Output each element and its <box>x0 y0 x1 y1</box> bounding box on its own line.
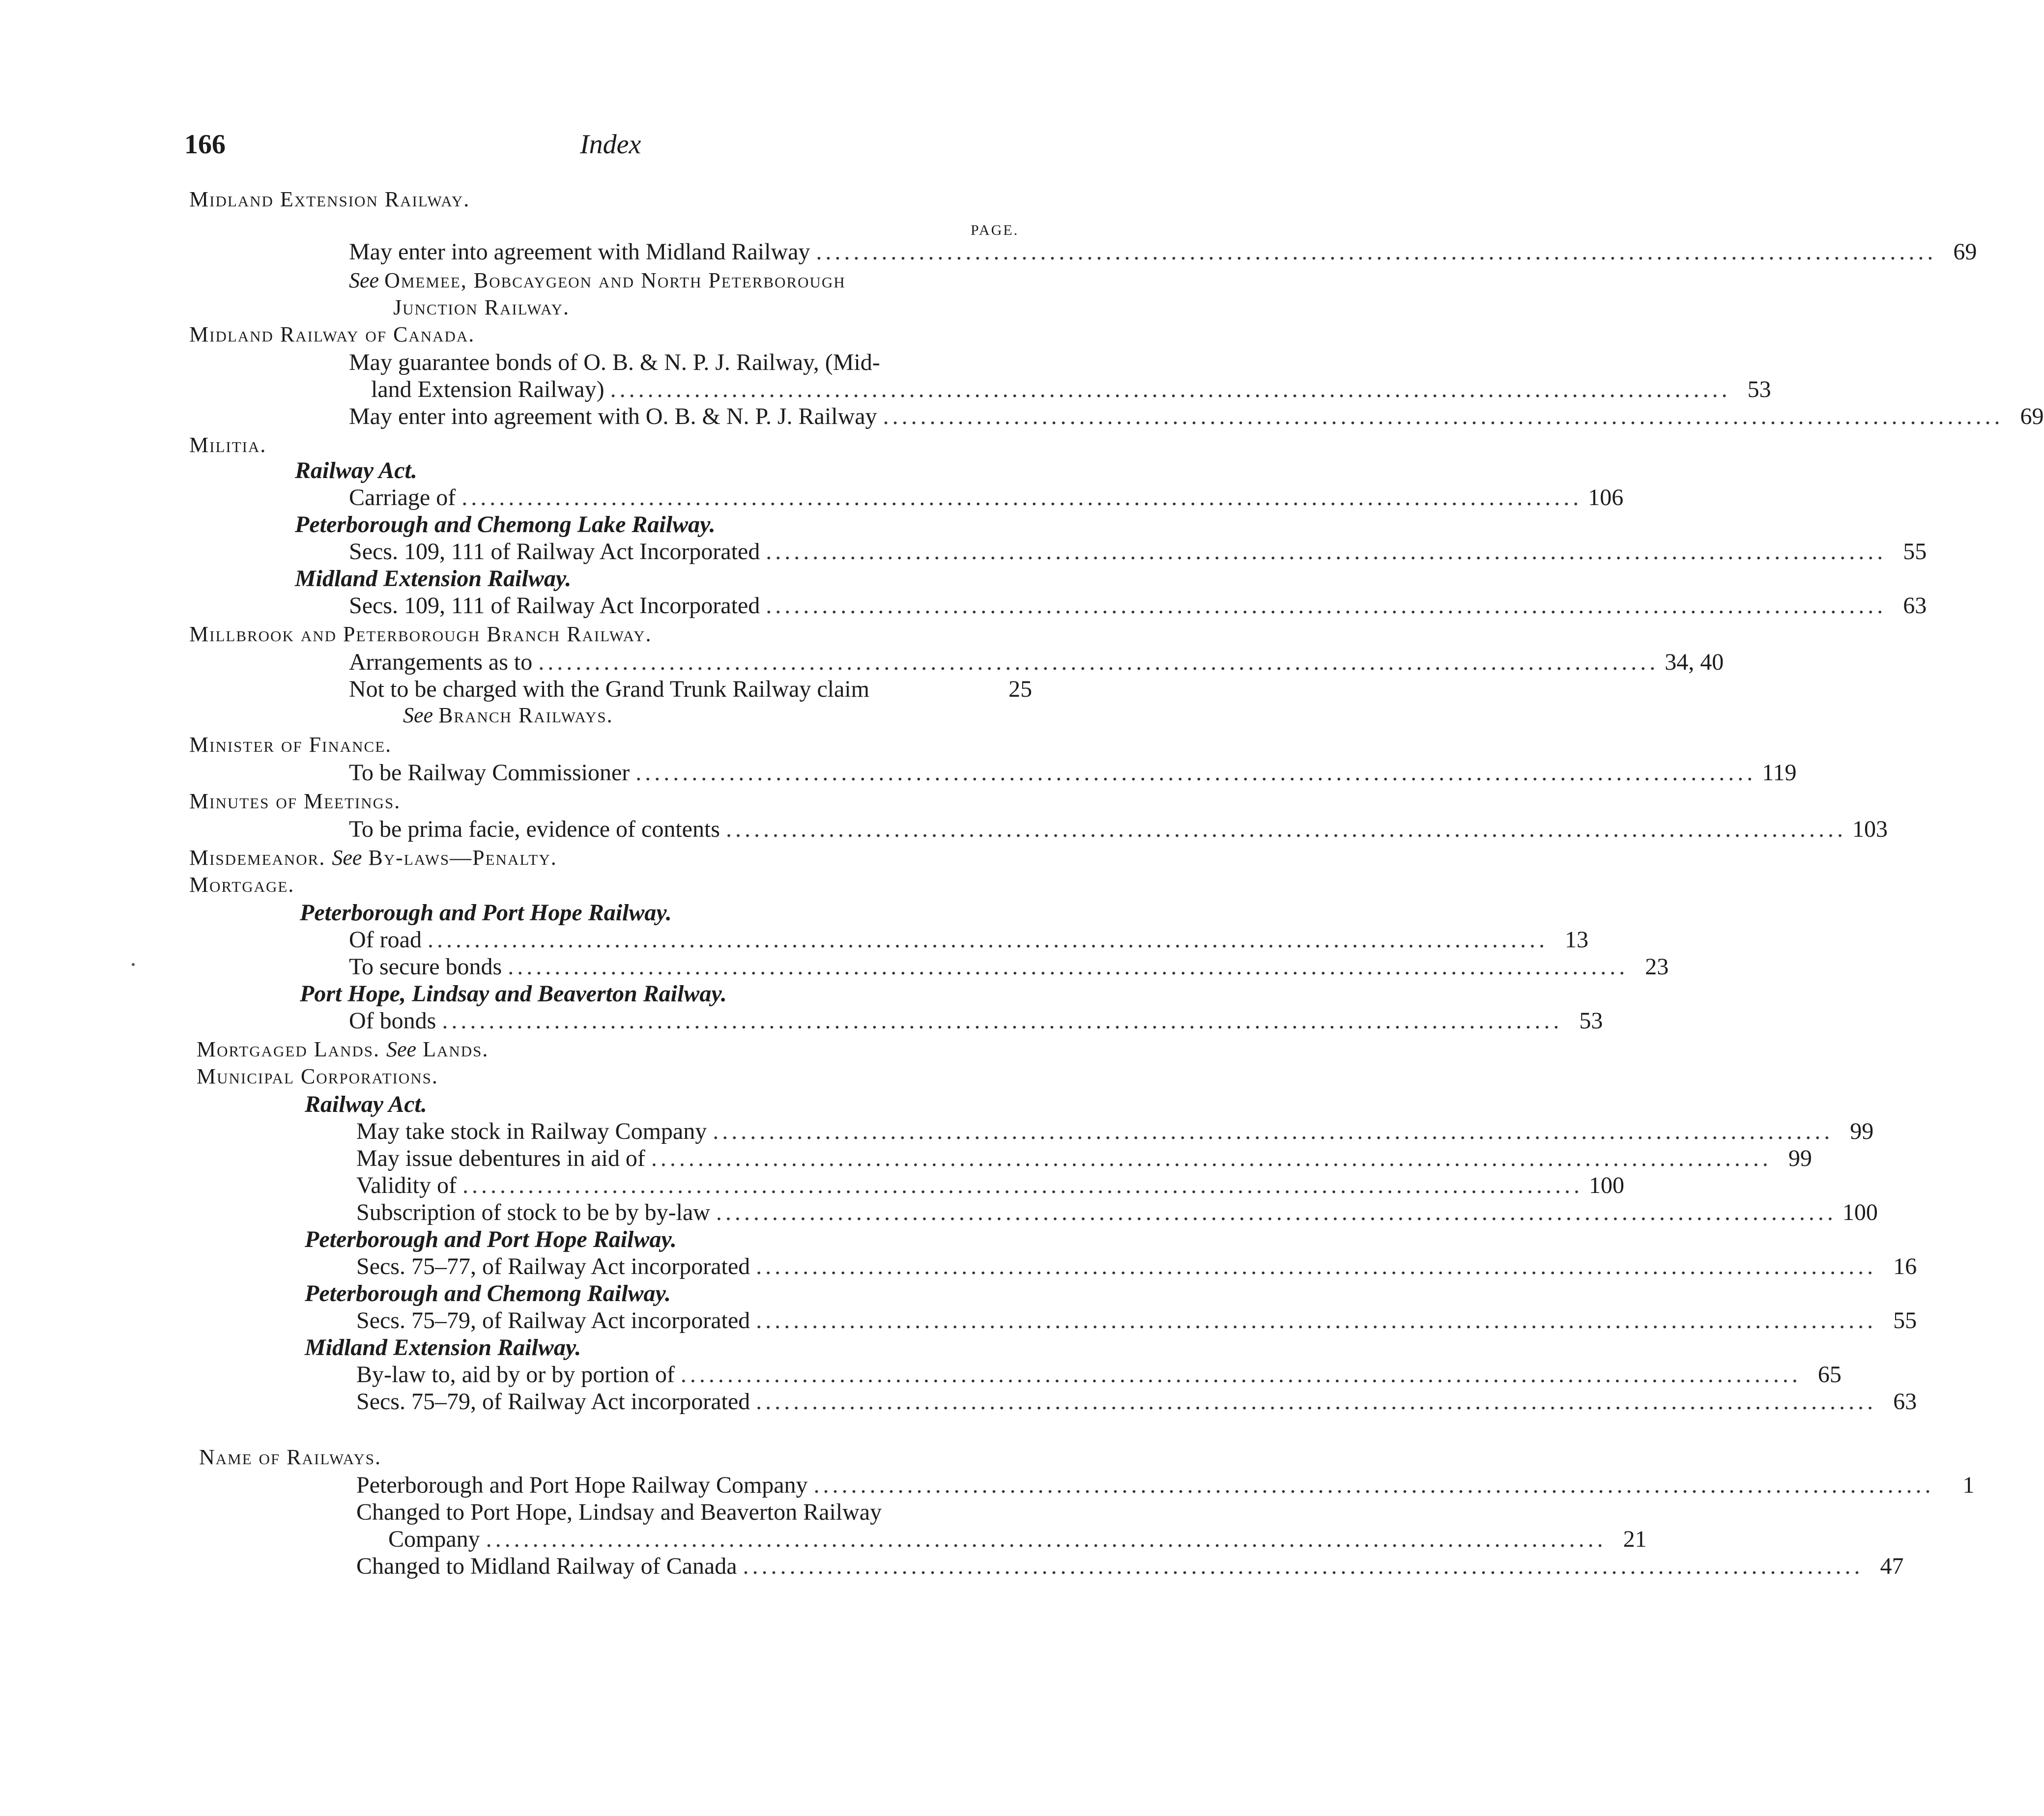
index-entry <box>356 1145 1812 1172</box>
sub-heading: Peterborough and Port Hope Railway. <box>305 1226 677 1252</box>
page-reference: 106 <box>1588 484 1624 511</box>
index-entry <box>349 238 1977 265</box>
page-reference: 63 <box>1903 593 1927 619</box>
dot-leader: ........................................................................................................................ <box>756 1389 1877 1415</box>
sub-heading: Railway Act. <box>295 457 417 483</box>
index-entry <box>371 376 1771 403</box>
entry-text: Of bonds <box>349 1008 436 1034</box>
entry-text: To be Railway Commissioner <box>349 760 630 786</box>
entry-text: To be prima facie, evidence of contents <box>349 816 720 842</box>
see-target: Omemee, Bobcaygeon and North Peterborough <box>384 268 846 292</box>
entry-text: Subscription of stock to be by by-law <box>356 1199 710 1225</box>
dot-leader: ........................................................................................................................ <box>743 1553 1864 1579</box>
entry-text: Secs. 109, 111 of Railway Act Incorporated <box>349 539 760 565</box>
entry-heading: Mortgage. <box>189 873 295 897</box>
entry-heading: Midland Extension Railway. <box>189 187 470 211</box>
index-entry <box>356 1361 1842 1388</box>
index-entry <box>356 1172 1624 1199</box>
page-reference: 55 <box>1893 1307 1917 1334</box>
index-entry <box>388 1526 1647 1553</box>
index-entry <box>349 816 1888 843</box>
entry-text: Secs. 75–79, of Railway Act incorporated <box>356 1307 750 1334</box>
dot-leader: ........................................................................................................................ <box>716 1199 1837 1225</box>
page-reference: 69 <box>2020 403 2044 429</box>
dot-leader: ........................................................................................................................ <box>442 1008 1563 1034</box>
margin-speck <box>132 963 135 966</box>
see-label: See <box>332 846 362 870</box>
entry-heading <box>197 1037 489 1062</box>
sub-heading: Railway Act. <box>305 1091 427 1117</box>
see-label: See <box>386 1037 417 1061</box>
see-label: See <box>349 268 379 292</box>
entry-text: Changed to Port Hope, Lindsay and Beaverton Railway <box>356 1499 882 1525</box>
running-title: Index <box>580 129 641 160</box>
dot-leader: ........................................................................................................................ <box>883 403 2004 429</box>
entry-heading: Millbrook and Peterborough Branch Railway. <box>189 622 652 646</box>
see-target: Branch Railways. <box>438 703 613 727</box>
index-entry <box>356 1118 1874 1145</box>
page-reference: 16 <box>1893 1253 1917 1279</box>
entry-text: Secs. 75–77, of Railway Act incorporated <box>356 1253 750 1279</box>
page-reference: 23 <box>1645 954 1669 980</box>
index-entry <box>356 1472 1975 1499</box>
sub-heading: Midland Extension Railway. <box>295 566 572 592</box>
dot-leader: ........................................................................................................................ <box>635 760 1756 786</box>
dot-leader: ........................................................................................................................ <box>538 649 1659 675</box>
heading-text: Mortgaged Lands. <box>197 1037 380 1061</box>
entry-text: Company <box>388 1526 480 1552</box>
page-reference: 34, 40 <box>1665 649 1724 675</box>
dot-leader: ........................................................................................................................ <box>610 376 1731 402</box>
sub-heading: Midland Extension Railway. <box>305 1334 581 1361</box>
page-reference: 47 <box>1880 1553 1904 1579</box>
dot-leader: ........................................................................................................................ <box>756 1307 1877 1334</box>
index-entry <box>349 1007 1603 1034</box>
see-reference-continued <box>393 295 570 320</box>
page-number: 166 <box>184 129 226 160</box>
dot-leader: ........................................................................................................................ <box>816 239 1937 265</box>
heading-text: Misdemeanor. <box>189 846 326 870</box>
entry-heading: Municipal Corporations. <box>197 1064 438 1088</box>
dot-leader: ........................................................................................................................ <box>461 484 1583 511</box>
page-reference: 69 <box>1953 239 1977 265</box>
entry-text: land Extension Railway) <box>371 376 605 402</box>
entry-text: Not to be charged with the Grand Trunk Railway claim <box>349 676 869 702</box>
index-entry <box>349 484 1624 511</box>
dot-leader: ........................................................................................................................ <box>651 1145 1772 1171</box>
sub-heading: Peterborough and Port Hope Railway. <box>300 900 672 926</box>
entry-text: To secure bonds <box>349 954 502 980</box>
entry-heading: Name of Railways. <box>199 1445 381 1469</box>
entry-heading: Midland Railway of Canada. <box>189 322 475 346</box>
page-reference: 99 <box>1850 1118 1874 1144</box>
entry-text: Peterborough and Port Hope Railway Company <box>356 1472 808 1498</box>
entry-text: Carriage of <box>349 484 456 511</box>
entry-heading: Minutes of Meetings. <box>189 789 401 813</box>
sub-heading: Peterborough and Chemong Lake Railway. <box>295 511 716 538</box>
dot-leader: ........................................................................................................................ <box>486 1526 1607 1552</box>
index-entry <box>349 759 1797 786</box>
entry-text: Arrangements as to <box>349 649 533 675</box>
sub-heading: Port Hope, Lindsay and Beaverton Railway. <box>300 981 727 1007</box>
index-entry <box>349 953 1669 980</box>
sub-heading: Peterborough and Chemong Railway. <box>305 1280 671 1306</box>
dot-leader: ........................................................................................................................ <box>766 539 1887 565</box>
page-column-label: PAGE. <box>971 222 1019 238</box>
dot-leader: ........................................................................................................................ <box>427 927 1548 953</box>
dot-leader: ........................................................................................................................ <box>766 593 1887 619</box>
index-entry <box>349 592 1927 619</box>
index-entry <box>356 1253 1917 1280</box>
index-entry <box>349 538 1927 565</box>
index-entry <box>356 1388 1917 1415</box>
page-reference: 65 <box>1817 1362 1842 1388</box>
entry-heading: Minister of Finance. <box>189 733 392 757</box>
entry-text: Changed to Midland Railway of Canada <box>356 1553 737 1579</box>
index-entry <box>349 649 1724 676</box>
index-entry <box>356 1499 1049 1526</box>
index-entry <box>349 926 1588 953</box>
entry-text: May enter into agreement with O. B. & N. P. J. Railway <box>349 403 877 429</box>
index-entry <box>349 349 1032 376</box>
entry-heading: Militia. <box>189 433 267 457</box>
dot-leader: ........................................................................................................................ <box>462 1172 1583 1198</box>
page-reference: 53 <box>1579 1008 1603 1034</box>
entry-text: May issue debentures in aid of <box>356 1145 645 1171</box>
index-entry <box>356 1307 1917 1334</box>
page-reference: 21 <box>1623 1526 1647 1552</box>
entry-text: By-law to, aid by or by portion of <box>356 1362 675 1388</box>
see-label: See <box>403 703 433 727</box>
page-reference: 1 <box>1962 1472 1975 1498</box>
dot-leader: ........................................................................................................................ <box>756 1253 1877 1279</box>
entry-text: May guarantee bonds of O. B. & N. P. J. Railway, (Mid- <box>349 349 880 375</box>
dot-leader: ........................................................................................................................ <box>813 1472 1934 1498</box>
entry-text: May take stock in Railway Company <box>356 1118 707 1144</box>
page-reference: 55 <box>1903 539 1927 565</box>
page-reference: 100 <box>1842 1199 1878 1225</box>
page-reference: 13 <box>1564 927 1588 953</box>
see-reference <box>349 268 846 293</box>
index-entry <box>356 1553 1904 1580</box>
entry-text: Secs. 109, 111 of Railway Act Incorporated <box>349 593 760 619</box>
see-target: By-laws—Penalty. <box>368 846 557 870</box>
page-reference: 63 <box>1893 1389 1917 1415</box>
page-reference: 100 <box>1588 1172 1624 1198</box>
dot-leader: ........................................................................................................................ <box>680 1362 1801 1388</box>
page-reference: 119 <box>1762 760 1797 786</box>
index-entry <box>356 1199 1878 1226</box>
entry-text: Of road <box>349 927 422 953</box>
see-reference <box>403 703 613 728</box>
dot-leader: ........................................................................................................................ <box>508 954 1629 980</box>
page-reference: 103 <box>1852 816 1888 842</box>
entry-heading <box>189 845 557 870</box>
page-reference: 25 <box>1008 676 1032 702</box>
entry-text: Validity of <box>356 1172 457 1198</box>
entry-text: May enter into agreement with Midland Railway <box>349 239 810 265</box>
page-reference: 99 <box>1788 1145 1812 1171</box>
dot-leader: ........................................................................................................................ <box>725 816 1846 842</box>
entry-text: Secs. 75–79, of Railway Act incorporated <box>356 1389 750 1415</box>
see-target: Junction Railway. <box>393 295 570 319</box>
dot-leader: ........................................................................................................................ <box>713 1118 1834 1144</box>
page-reference: 53 <box>1747 376 1771 402</box>
see-target: Lands. <box>423 1037 489 1061</box>
index-entry <box>349 403 2044 430</box>
index-entry <box>349 676 1032 703</box>
